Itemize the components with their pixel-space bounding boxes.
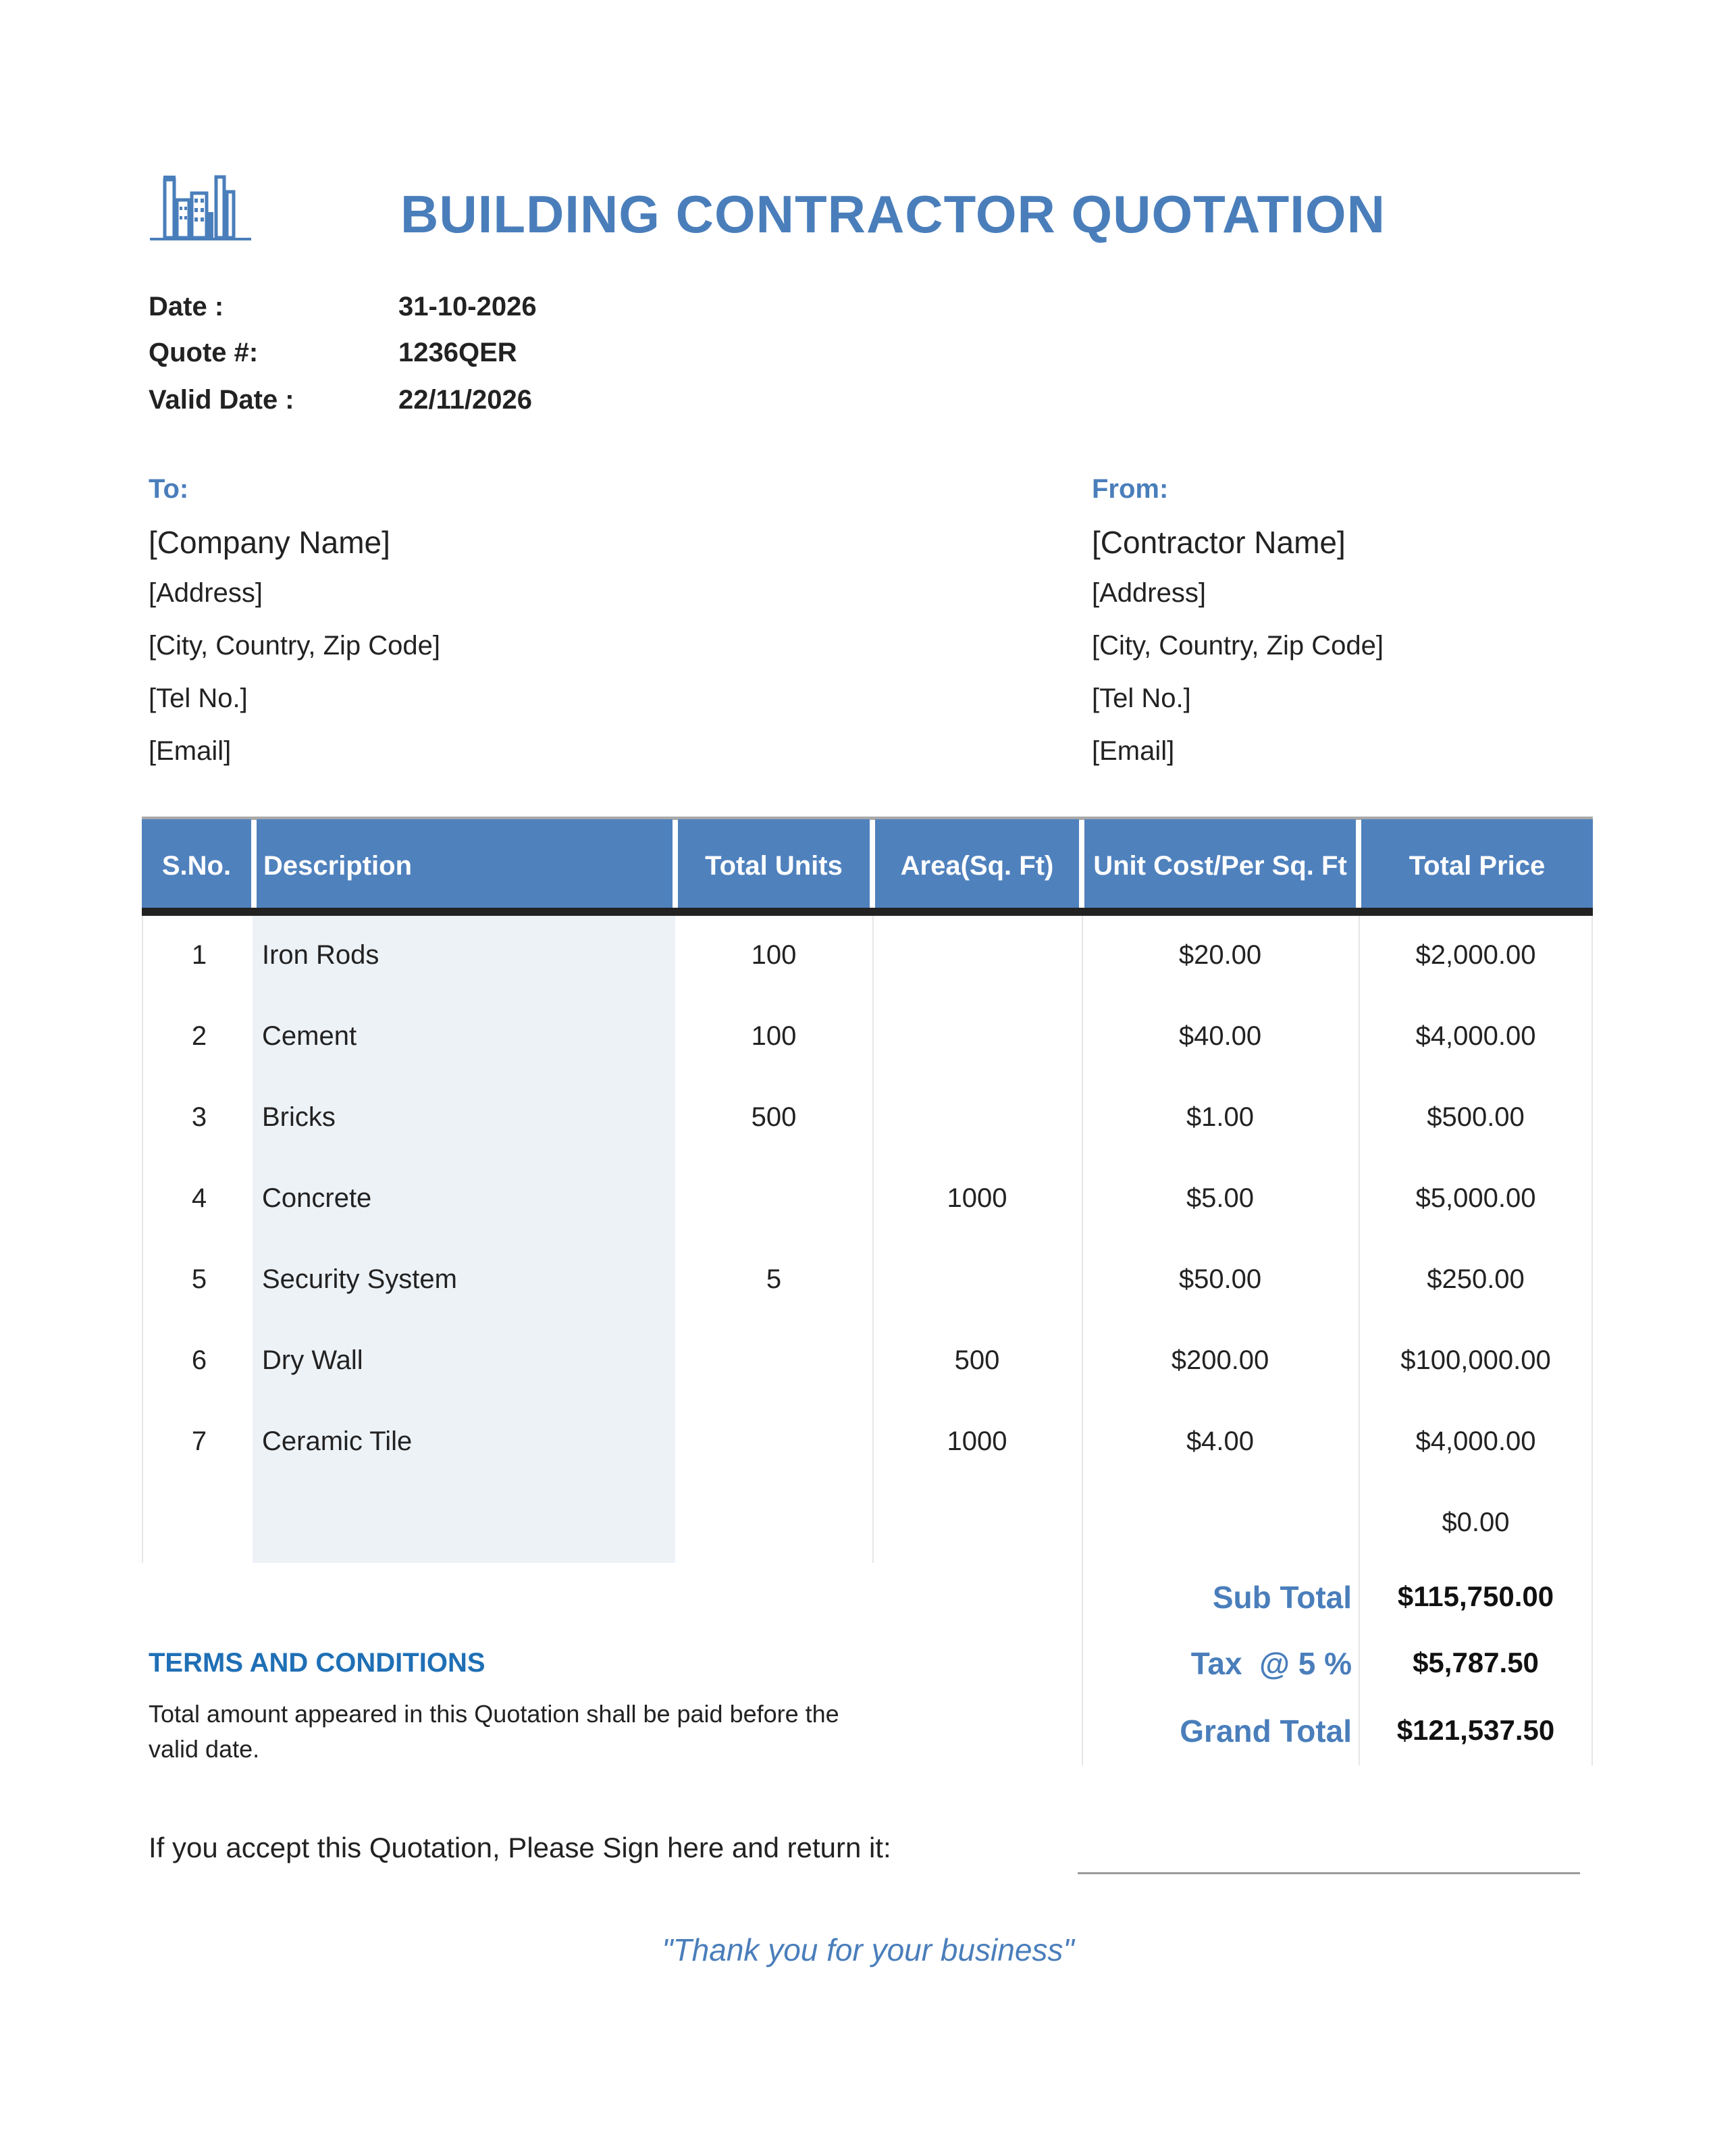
from-tel: [Tel No.] [1092, 683, 1191, 713]
valid-date-value: 22/11/2026 [398, 385, 532, 415]
row-8-units [675, 1502, 872, 1543]
from-contractor-name: [Contractor Name] [1092, 525, 1346, 560]
row-8-area [872, 1502, 1082, 1543]
row-5-total-price: $250.00 [1427, 1264, 1525, 1294]
thank-you-note: "Thank you for your business" [662, 1932, 1074, 1967]
signature-line[interactable] [1078, 1872, 1580, 1874]
column-header-unit-cost: Unit Cost/Per Sq. Ft [1084, 819, 1356, 912]
column-header-description: Description [257, 819, 673, 912]
table-grid-line [142, 916, 143, 1563]
row-2-sno: 2 [191, 1021, 207, 1051]
quote-number-value: 1236QER [398, 338, 517, 367]
row-2-area [872, 1016, 1082, 1056]
grand-total-label: Grand Total [1180, 1713, 1352, 1749]
quote-number-label: Quote #: [149, 338, 259, 367]
row-4-area: 1000 [947, 1183, 1007, 1213]
to-address: [Address] [149, 578, 263, 608]
row-1-unit-cost: $20.00 [1178, 940, 1262, 970]
row-5-unit-cost: $50.00 [1178, 1264, 1262, 1294]
from-email: [Email] [1092, 736, 1175, 766]
row-6-sno: 6 [191, 1345, 207, 1375]
row-3-sno: 3 [191, 1102, 207, 1132]
table-header [142, 819, 1593, 912]
row-4-unit-cost: $5.00 [1186, 1183, 1255, 1213]
row-4-sno: 4 [191, 1183, 207, 1213]
row-2-total-price: $4,000.00 [1415, 1021, 1536, 1051]
row-4-total-price: $5,000.00 [1415, 1183, 1536, 1213]
row-6-area: 500 [954, 1345, 1000, 1375]
row-2-description: Cement [262, 1021, 357, 1051]
row-3-description: Bricks [262, 1102, 336, 1132]
row-1-description: Iron Rods [262, 940, 379, 970]
tax-value: $5,787.50 [1413, 1647, 1539, 1678]
row-8-description [262, 1502, 667, 1543]
subtotal-label: Sub Total [1212, 1580, 1352, 1615]
row-3-units: 500 [751, 1102, 797, 1132]
column-header-area: Area(Sq. Ft) [875, 819, 1079, 912]
row-5-units: 5 [766, 1264, 782, 1294]
subtotal-value: $115,750.00 [1397, 1580, 1554, 1612]
from-heading: From: [1092, 474, 1169, 504]
row-1-area [872, 935, 1082, 975]
row-3-area [872, 1097, 1082, 1137]
row-5-sno: 5 [191, 1264, 207, 1294]
row-6-description: Dry Wall [262, 1345, 363, 1375]
row-7-description: Ceramic Tile [262, 1426, 413, 1456]
terms-text: Total amount appeared in this Quotation shall be paid before the valid date. [149, 1700, 839, 1763]
row-8-sno [142, 1502, 257, 1543]
to-company-name: [Company Name] [149, 525, 390, 560]
terms-heading: TERMS AND CONDITIONS [149, 1648, 485, 1678]
row-4-units [675, 1178, 872, 1218]
page-title: BUILDING CONTRACTOR QUOTATION [400, 184, 1386, 244]
row-7-units [675, 1421, 872, 1462]
to-email: [Email] [149, 736, 232, 766]
row-5-area [872, 1259, 1082, 1299]
signature-prompt: If you accept this Quotation, Please Sign here and return it: [149, 1832, 891, 1863]
row-2-units: 100 [751, 1021, 797, 1051]
row-8-total-price: $0.00 [1442, 1507, 1510, 1537]
from-address: [Address] [1092, 578, 1206, 608]
row-8-unit-cost [1082, 1502, 1359, 1543]
to-heading: To: [149, 474, 189, 504]
column-header-total-units: Total Units [678, 819, 870, 912]
row-6-unit-cost: $200.00 [1171, 1345, 1269, 1375]
row-7-total-price: $4,000.00 [1415, 1426, 1536, 1456]
tax-label: Tax @ 5 % [1190, 1646, 1352, 1681]
row-6-total-price: $100,000.00 [1400, 1345, 1551, 1375]
table-grid-line [872, 916, 874, 1563]
row-7-sno: 7 [191, 1426, 207, 1456]
to-city: [City, Country, Zip Code] [149, 631, 440, 661]
row-2-unit-cost: $40.00 [1178, 1021, 1262, 1051]
row-5-description: Security System [262, 1264, 457, 1294]
date-value: 31-10-2026 [398, 292, 537, 321]
row-4-description: Concrete [262, 1183, 372, 1213]
building-logo-icon [150, 173, 251, 246]
date-label: Date : [149, 292, 224, 321]
from-city: [City, Country, Zip Code] [1092, 631, 1384, 661]
column-header-sno: S.No. [142, 819, 251, 912]
row-3-unit-cost: $1.00 [1186, 1102, 1255, 1132]
grand-total-value: $121,537.50 [1396, 1714, 1555, 1746]
column-header-total-price: Total Price [1361, 819, 1593, 912]
to-tel: [Tel No.] [149, 683, 248, 713]
table-header-divider [142, 908, 1593, 916]
row-1-sno: 1 [191, 940, 207, 970]
row-7-unit-cost: $4.00 [1186, 1426, 1255, 1456]
row-6-units [675, 1340, 872, 1381]
row-1-total-price: $2,000.00 [1415, 940, 1536, 970]
row-3-total-price: $500.00 [1427, 1102, 1525, 1132]
row-7-area: 1000 [947, 1426, 1007, 1456]
valid-date-label: Valid Date : [149, 385, 294, 415]
description-column-shade [253, 916, 675, 1563]
row-1-units: 100 [751, 940, 797, 970]
